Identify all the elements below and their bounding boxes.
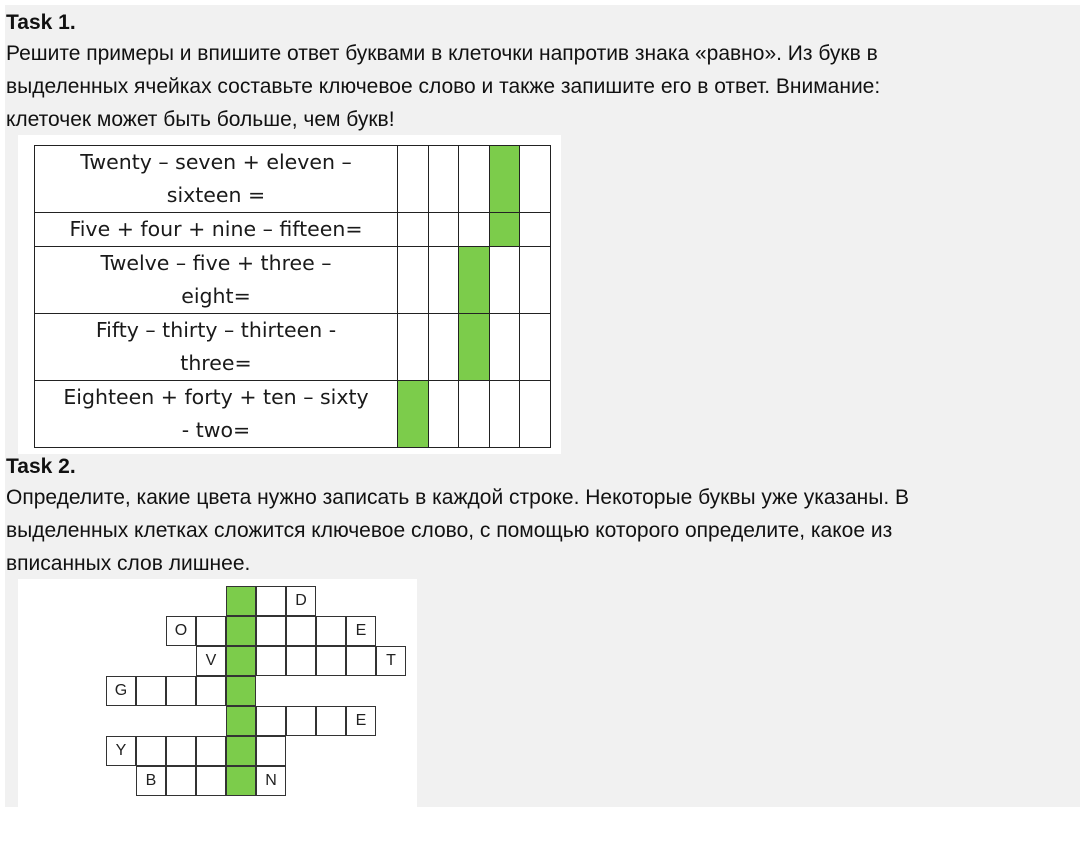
crossword-cell[interactable] [136, 736, 166, 766]
crossword-cell-highlighted[interactable] [226, 646, 256, 676]
task1-instructions [6, 37, 1074, 136]
crossword-cell-highlighted[interactable] [226, 586, 256, 616]
crossword-cell[interactable] [256, 616, 286, 646]
equation-text [35, 314, 398, 381]
answer-cell[interactable] [520, 381, 551, 448]
crossword-cell[interactable] [256, 736, 286, 766]
task2-instructions-line3: вписанных слов лишнее. [6, 552, 251, 575]
answer-cell[interactable] [520, 213, 551, 247]
answer-cell[interactable] [428, 381, 459, 448]
crossword-cell[interactable] [256, 646, 286, 676]
crossword-cell[interactable] [196, 616, 226, 646]
crossword-cell[interactable] [166, 736, 196, 766]
task2-crossword-image [18, 579, 417, 807]
answer-cell[interactable] [398, 314, 429, 381]
equation-line: sixteen = [166, 183, 266, 207]
crossword-cell[interactable]: E [346, 616, 376, 646]
answer-cell-highlighted[interactable] [459, 314, 490, 381]
crossword-cell[interactable] [316, 646, 346, 676]
answer-cell[interactable] [428, 314, 459, 381]
answer-cell[interactable] [428, 146, 459, 213]
task1-instructions-line1: Решите примеры и впишите ответ буквами в клеточки напротив знака «равно». Из букв в [6, 42, 878, 65]
equation-row [35, 381, 551, 448]
equation-line: Five + four + nine – fifteen= [69, 217, 363, 241]
task1-heading: Task 1. [6, 11, 76, 34]
equation-line: eight= [181, 284, 251, 308]
task1-equation-table [34, 145, 551, 448]
answer-cell[interactable] [428, 247, 459, 314]
answer-cell-highlighted[interactable] [489, 213, 520, 247]
crossword-cell-highlighted[interactable] [226, 676, 256, 706]
task2-instructions-line1: Определите, какие цвета нужно записать в каждой строке. Некоторые буквы уже указаны. В [6, 486, 909, 509]
equation-line: - two= [181, 418, 251, 442]
equation-line: Fifty – thirty – thirteen - [95, 318, 337, 342]
crossword-cell[interactable] [286, 706, 316, 736]
answer-cell[interactable] [398, 213, 429, 247]
equation-line: Twelve – five + three – [100, 251, 332, 275]
task2-heading: Task 2. [6, 455, 76, 478]
crossword-cell[interactable]: Y [106, 736, 136, 766]
crossword-cell[interactable] [346, 646, 376, 676]
answer-cell[interactable] [489, 381, 520, 448]
answer-cell-highlighted[interactable] [398, 381, 429, 448]
answer-cell[interactable] [520, 146, 551, 213]
crossword-cell[interactable] [256, 706, 286, 736]
answer-cell[interactable] [489, 314, 520, 381]
equation-text [35, 381, 398, 448]
crossword-cell[interactable]: G [106, 676, 136, 706]
equation-text [35, 247, 398, 314]
equation-text [35, 213, 398, 247]
crossword-cell[interactable]: B [136, 766, 166, 796]
equation-row [35, 314, 551, 381]
crossword-cell[interactable] [136, 676, 166, 706]
crossword-cell[interactable] [286, 646, 316, 676]
task1-instructions-line2: выделенных ячейках составьте ключевое слово и также запишите его в ответ. Внимание: [6, 75, 881, 98]
answer-cell[interactable] [398, 146, 429, 213]
crossword-cell[interactable]: D [286, 586, 316, 616]
equation-row [35, 213, 551, 247]
answer-cell[interactable] [459, 146, 490, 213]
crossword-cell[interactable] [196, 736, 226, 766]
crossword-cell[interactable] [256, 586, 286, 616]
equation-line: Twenty – seven + eleven – [80, 150, 352, 174]
answer-cell-highlighted[interactable] [459, 247, 490, 314]
task2-instructions [6, 481, 1074, 580]
equation-row [35, 146, 551, 213]
crossword-cell[interactable] [196, 766, 226, 796]
answer-cell[interactable] [489, 247, 520, 314]
answer-cell[interactable] [398, 247, 429, 314]
answer-cell[interactable] [459, 381, 490, 448]
answer-cell[interactable] [459, 213, 490, 247]
equation-line: Eighteen + forty + ten – sixty [63, 385, 369, 409]
crossword-cell-highlighted[interactable] [226, 706, 256, 736]
crossword-cell[interactable] [286, 616, 316, 646]
task1-table-image [18, 135, 561, 454]
task2-instructions-line2: выделенных клетках сложится ключевое слово, с помощью которого определите, какое из [6, 519, 893, 542]
crossword-cell[interactable]: E [346, 706, 376, 736]
crossword-cell[interactable]: O [166, 616, 196, 646]
crossword-cell[interactable] [166, 676, 196, 706]
crossword-cell[interactable] [316, 616, 346, 646]
equation-text [35, 146, 398, 213]
answer-cell[interactable] [428, 213, 459, 247]
crossword-cell[interactable] [166, 766, 196, 796]
answer-cell-highlighted[interactable] [489, 146, 520, 213]
equation-row [35, 247, 551, 314]
crossword-cell[interactable] [196, 676, 226, 706]
answer-cell[interactable] [520, 247, 551, 314]
crossword-cell[interactable]: N [256, 766, 286, 796]
crossword-cell[interactable] [316, 706, 346, 736]
crossword-cell-highlighted[interactable] [226, 766, 256, 796]
equation-line: three= [180, 351, 252, 375]
task1-instructions-line3: клеточек может быть больше, чем букв! [6, 108, 395, 131]
answer-cell[interactable] [520, 314, 551, 381]
crossword-cell[interactable]: V [196, 646, 226, 676]
crossword-cell-highlighted[interactable] [226, 616, 256, 646]
crossword-cell[interactable]: T [376, 646, 406, 676]
crossword-cell-highlighted[interactable] [226, 736, 256, 766]
